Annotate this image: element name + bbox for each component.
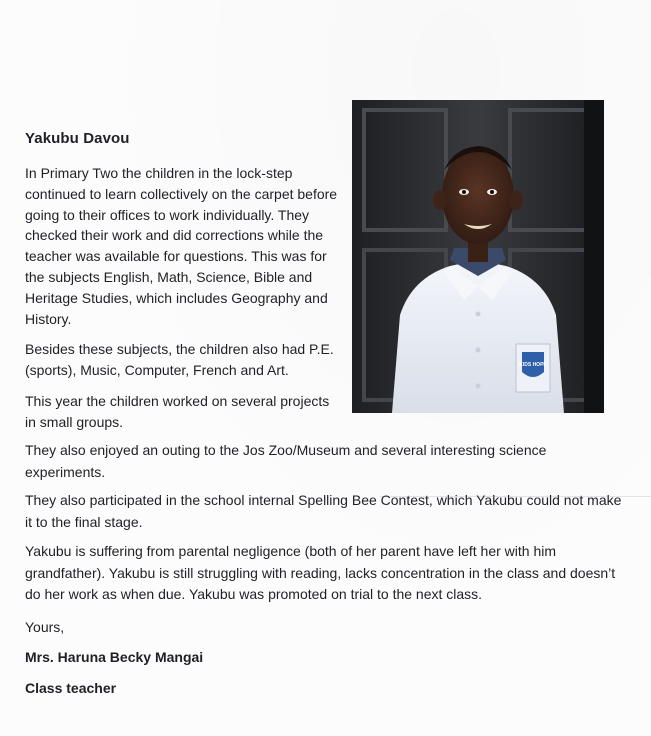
student-photo-illustration bbox=[352, 100, 604, 413]
paragraph-curriculum: In Primary Two the children in the lock-step continued to learn collectively on the carpet before going to their offices to work individually. They checked their work and did corrections while the teacher was available for questions. This was for the subjects English, Math, Science, Bible and Heritage Studies, which includes Geography and History. bbox=[25, 165, 338, 327]
left-column-text bbox=[25, 163, 343, 433]
closing-text: Yours, bbox=[25, 619, 65, 635]
paragraph-negligence: Yakubu is suffering from parental negligence (both of her parent have left her with him grandfather). Yakubu is still struggling with reading, lacks concentration in the class and doesn’t do her work as when due. Yakubu was promoted on trial to the next class. bbox=[25, 543, 616, 602]
paragraph-spelling-bee: They also participated in the school internal Spelling Bee Contest, which Yakubu could not make it to the final stage. bbox=[25, 492, 622, 530]
paragraph-subjects: Besides these subjects, the children also had P.E. (sports), Music, Computer, French and Art. bbox=[25, 341, 334, 379]
signer-name: Mrs. Haruna Becky Mangai bbox=[25, 649, 204, 665]
badge-logo-text: KIDS HOPE bbox=[519, 362, 547, 368]
paragraph-outing: They also enjoyed an outing to the Jos Zoo/Museum and several interesting science experiments. bbox=[25, 442, 547, 480]
student-photo bbox=[352, 100, 604, 413]
scan-artifact-line bbox=[380, 496, 651, 497]
student-name-heading: Yakubu Davou bbox=[25, 130, 130, 147]
signer-role: Class teacher bbox=[25, 680, 117, 696]
paragraph-projects: This year the children worked on several projects in small groups. bbox=[25, 392, 330, 430]
